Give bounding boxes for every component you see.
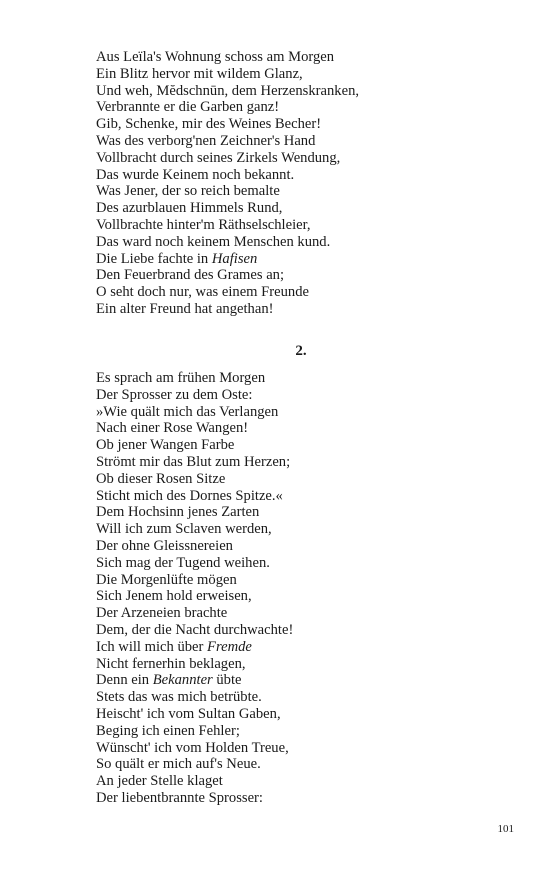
line-text: Ich will mich über (96, 638, 208, 655)
poem-stanza-1 (96, 49, 516, 318)
line-text: So quält er mich auf's Neue. (96, 756, 261, 773)
italic-name: Hafisen (211, 250, 258, 267)
poem-line (96, 387, 516, 404)
line-text: übte (212, 672, 242, 689)
poem-line (96, 471, 516, 488)
line-text: Das ward noch keinem Menschen kund. (96, 233, 331, 250)
line-text: »Wie quält mich das Verlangen (96, 403, 279, 420)
line-text: Sich mag der Tugend weihen. (96, 554, 270, 571)
section-heading: 2. (295, 343, 307, 359)
poem-line (96, 588, 516, 605)
poem-line (96, 116, 516, 133)
poem-line (96, 404, 516, 421)
line-text: Stets das was mich betrübte. (96, 689, 262, 706)
poem-line (96, 706, 516, 723)
poem-line (96, 437, 516, 454)
line-text: Wünscht' ich vom Holden Treue, (96, 739, 289, 756)
line-text: Die Liebe fachte in (96, 250, 212, 267)
poem-line (96, 622, 516, 639)
poem-line (96, 454, 516, 471)
page-number: 101 (497, 823, 514, 835)
line-text: Beging ich einen Fehler; (96, 722, 240, 739)
poem-line (96, 639, 516, 656)
poem-line (96, 773, 516, 790)
line-text: Die Morgenlüfte mögen (96, 571, 237, 588)
poem-line (96, 301, 516, 318)
line-text: Sich Jenem hold erweisen, (96, 588, 252, 605)
line-text: Nicht fernerhin beklagen, (96, 655, 246, 672)
poem-line (96, 605, 516, 622)
line-text: Der Arzeneien brachte (96, 605, 228, 622)
poem-line (96, 656, 516, 673)
poem-line (96, 83, 516, 100)
poem-line (96, 284, 516, 301)
italic-name: Fremde (207, 638, 252, 655)
line-text: Es sprach am frühen Morgen (96, 370, 266, 386)
poem-line (96, 790, 516, 807)
line-text: Heischt' ich vom Sultan Gaben, (96, 705, 281, 722)
line-text: Vollbracht durch seines Zirkels Wendung, (96, 149, 341, 166)
poem-line (96, 723, 516, 740)
poem-line (96, 49, 516, 66)
line-text: Ein alter Freund hat angethan! (96, 300, 274, 317)
poem-line (96, 99, 516, 116)
line-text: Nach einer Rose Wangen! (96, 420, 249, 437)
line-text: Das wurde Keinem noch bekannt. (96, 166, 295, 183)
line-text: Sticht mich des Dornes Spitze.« (96, 487, 283, 504)
poem-line (96, 167, 516, 184)
poem-line (96, 267, 516, 284)
line-text: An jeder Stelle klaget (96, 773, 223, 790)
poem-line (96, 538, 516, 555)
line-text: Denn ein (96, 672, 153, 689)
poem-line (96, 420, 516, 437)
line-text: Ob dieser Rosen Sitze (96, 470, 226, 487)
poem-line (96, 488, 516, 505)
line-text: Des azurblauen Himmels Rund, (96, 200, 283, 217)
line-text: Den Feuerbrand des Grames an; (96, 267, 285, 284)
poem-line (96, 504, 516, 521)
poem-line (96, 251, 516, 268)
poem-line (96, 66, 516, 83)
line-text: Ob jener Wangen Farbe (96, 437, 235, 454)
line-text: Dem Hochsinn jenes Zarten (96, 504, 260, 521)
poem-line (96, 555, 516, 572)
line-text: Was Jener, der so reich bemalte (96, 183, 280, 200)
poem-line (96, 521, 516, 538)
poem-line (96, 183, 516, 200)
poem-line (96, 234, 516, 251)
line-text: Strömt mir das Blut zum Herzen; (96, 453, 291, 470)
poem-line (96, 150, 516, 167)
poem-line (96, 200, 516, 217)
line-text: Vollbrachte hinter'm Räthselschleier, (96, 216, 311, 233)
line-text: Verbrannte er die Garben ganz! (96, 99, 280, 116)
line-text: Aus Leïla's Wohnung schoss am Morgen (96, 49, 335, 65)
poem-line (96, 217, 516, 234)
poem-line (96, 672, 516, 689)
italic-name: Bekannter (152, 672, 213, 689)
line-text: Der liebentbrannte Sprosser: (96, 789, 263, 806)
line-text: Und weh, Mĕdschnūn, dem Herzenskranken, (96, 82, 360, 99)
line-text: O seht doch nur, was einem Freunde (96, 284, 309, 301)
poem-line (96, 689, 516, 706)
poem-line (96, 370, 516, 387)
poem-line (96, 572, 516, 589)
line-text: Der Sprosser zu dem Oste: (96, 386, 253, 403)
line-text: Was des verborg'nen Zeichner's Hand (96, 132, 316, 149)
line-text: Dem, der die Nacht durchwachte! (96, 621, 294, 638)
poem-line (96, 740, 516, 757)
poem-line (96, 133, 516, 150)
line-text: Ein Blitz hervor mit wildem Glanz, (96, 65, 303, 82)
line-text: Der ohne Gleissnereien (96, 537, 233, 554)
poem-line (96, 756, 516, 773)
line-text: Will ich zum Sclaven werden, (96, 521, 272, 538)
line-text: Gib, Schenke, mir des Weines Becher! (96, 116, 322, 133)
poem-stanza-2 (96, 370, 516, 807)
